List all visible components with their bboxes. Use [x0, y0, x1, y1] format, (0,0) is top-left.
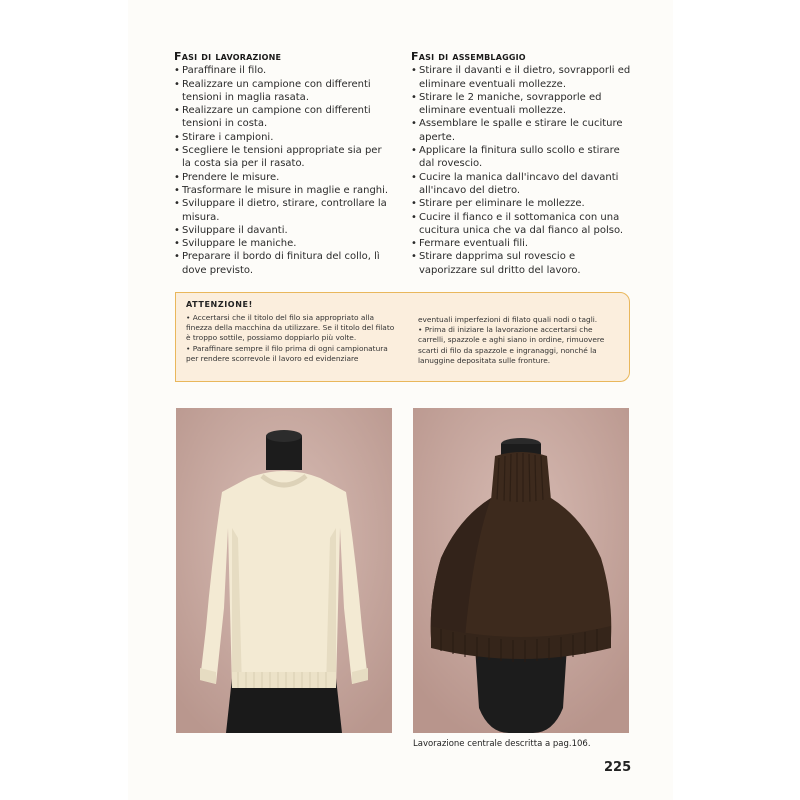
list-item: • Sviluppare le maniche.: [174, 237, 392, 250]
sweater-photo: [176, 408, 392, 733]
list-item: • Stirare per eliminare le mollezze.: [411, 197, 631, 210]
list-item: • Fermare eventuali fili.: [411, 237, 631, 250]
list-item: • Realizzare un campione con differenti tensioni in costa.: [174, 104, 392, 131]
list-item: • Cucire la manica dall'incavo del davanti all'incavo del dietro.: [411, 171, 631, 198]
callout-title: ATTENZIONE!: [186, 300, 253, 309]
attention-callout: [175, 292, 630, 382]
work-phases-section: [174, 50, 392, 277]
list-item: • Stirare le 2 maniche, sovrapporle ed eliminare eventuali mollezze.: [411, 91, 631, 118]
callout-column-left: [186, 313, 398, 364]
list-item: • Sviluppare il davanti.: [174, 224, 392, 237]
list-item: • Trasformare le misure in maglie e ranghi.: [174, 184, 392, 197]
list-item: • Paraffinare il filo.: [174, 64, 392, 77]
callout-paragraph: eventuali imperfezioni di filato quali nodi o tagli.: [418, 315, 598, 324]
list-item: • Cucire il fianco e il sottomanica con una cucitura unica che va dal fianco al polso.: [411, 211, 631, 238]
work-phases-heading: Fasi di lavorazione: [174, 50, 282, 63]
callout-paragraph: • Accertarsi che il titolo del filo sia appropriato alla finezza della macchina da utilizzare. Se il titolo del filato è troppo sottile, possiamo doppiarlo più volte.: [186, 313, 395, 343]
callout-column-right: [418, 315, 620, 366]
assembly-phases-section: [411, 50, 631, 277]
assembly-phases-list: [411, 64, 631, 277]
capelet-photo: [413, 408, 629, 733]
list-item: • Preparare il bordo di finitura del collo, lì dove previsto.: [174, 250, 392, 277]
page-number: 225: [604, 760, 632, 775]
callout-paragraph: • Prima di iniziare la lavorazione accertarsi che carrelli, spazzole e aghi siano in ordine, rimuovere scarti di filo da spazzole e ingranaggi, nonché la lanuggine depositata sulle fronture.: [418, 325, 605, 365]
list-item: • Sviluppare il dietro, stirare, controllare la misura.: [174, 197, 392, 224]
list-item: • Stirare i campioni.: [174, 131, 392, 144]
list-item: • Prendere le misure.: [174, 171, 392, 184]
list-item: • Applicare la finitura sullo scollo e stirare dal rovescio.: [411, 144, 631, 171]
list-item: • Stirare il davanti e il dietro, sovrapporli ed eliminare eventuali mollezze.: [411, 64, 631, 91]
list-item: • Assemblare le spalle e stirare le cuciture aperte.: [411, 117, 631, 144]
list-item: • Scegliere le tensioni appropriate sia per la costa sia per il rasato.: [174, 144, 392, 171]
work-phases-list: [174, 64, 392, 277]
assembly-phases-heading: Fasi di assemblaggio: [411, 50, 526, 63]
list-item: • Realizzare un campione con differenti tensioni in maglia rasata.: [174, 78, 392, 105]
list-item: • Stirare dapprima sul rovescio e vaporizzare sul dritto del lavoro.: [411, 250, 631, 277]
photo-caption: Lavorazione centrale descritta a pag.106.: [413, 739, 591, 749]
callout-paragraph: • Paraffinare sempre il filo prima di ogni campionatura per rendere scorrevole il lavoro ed evidenziare: [186, 343, 388, 363]
